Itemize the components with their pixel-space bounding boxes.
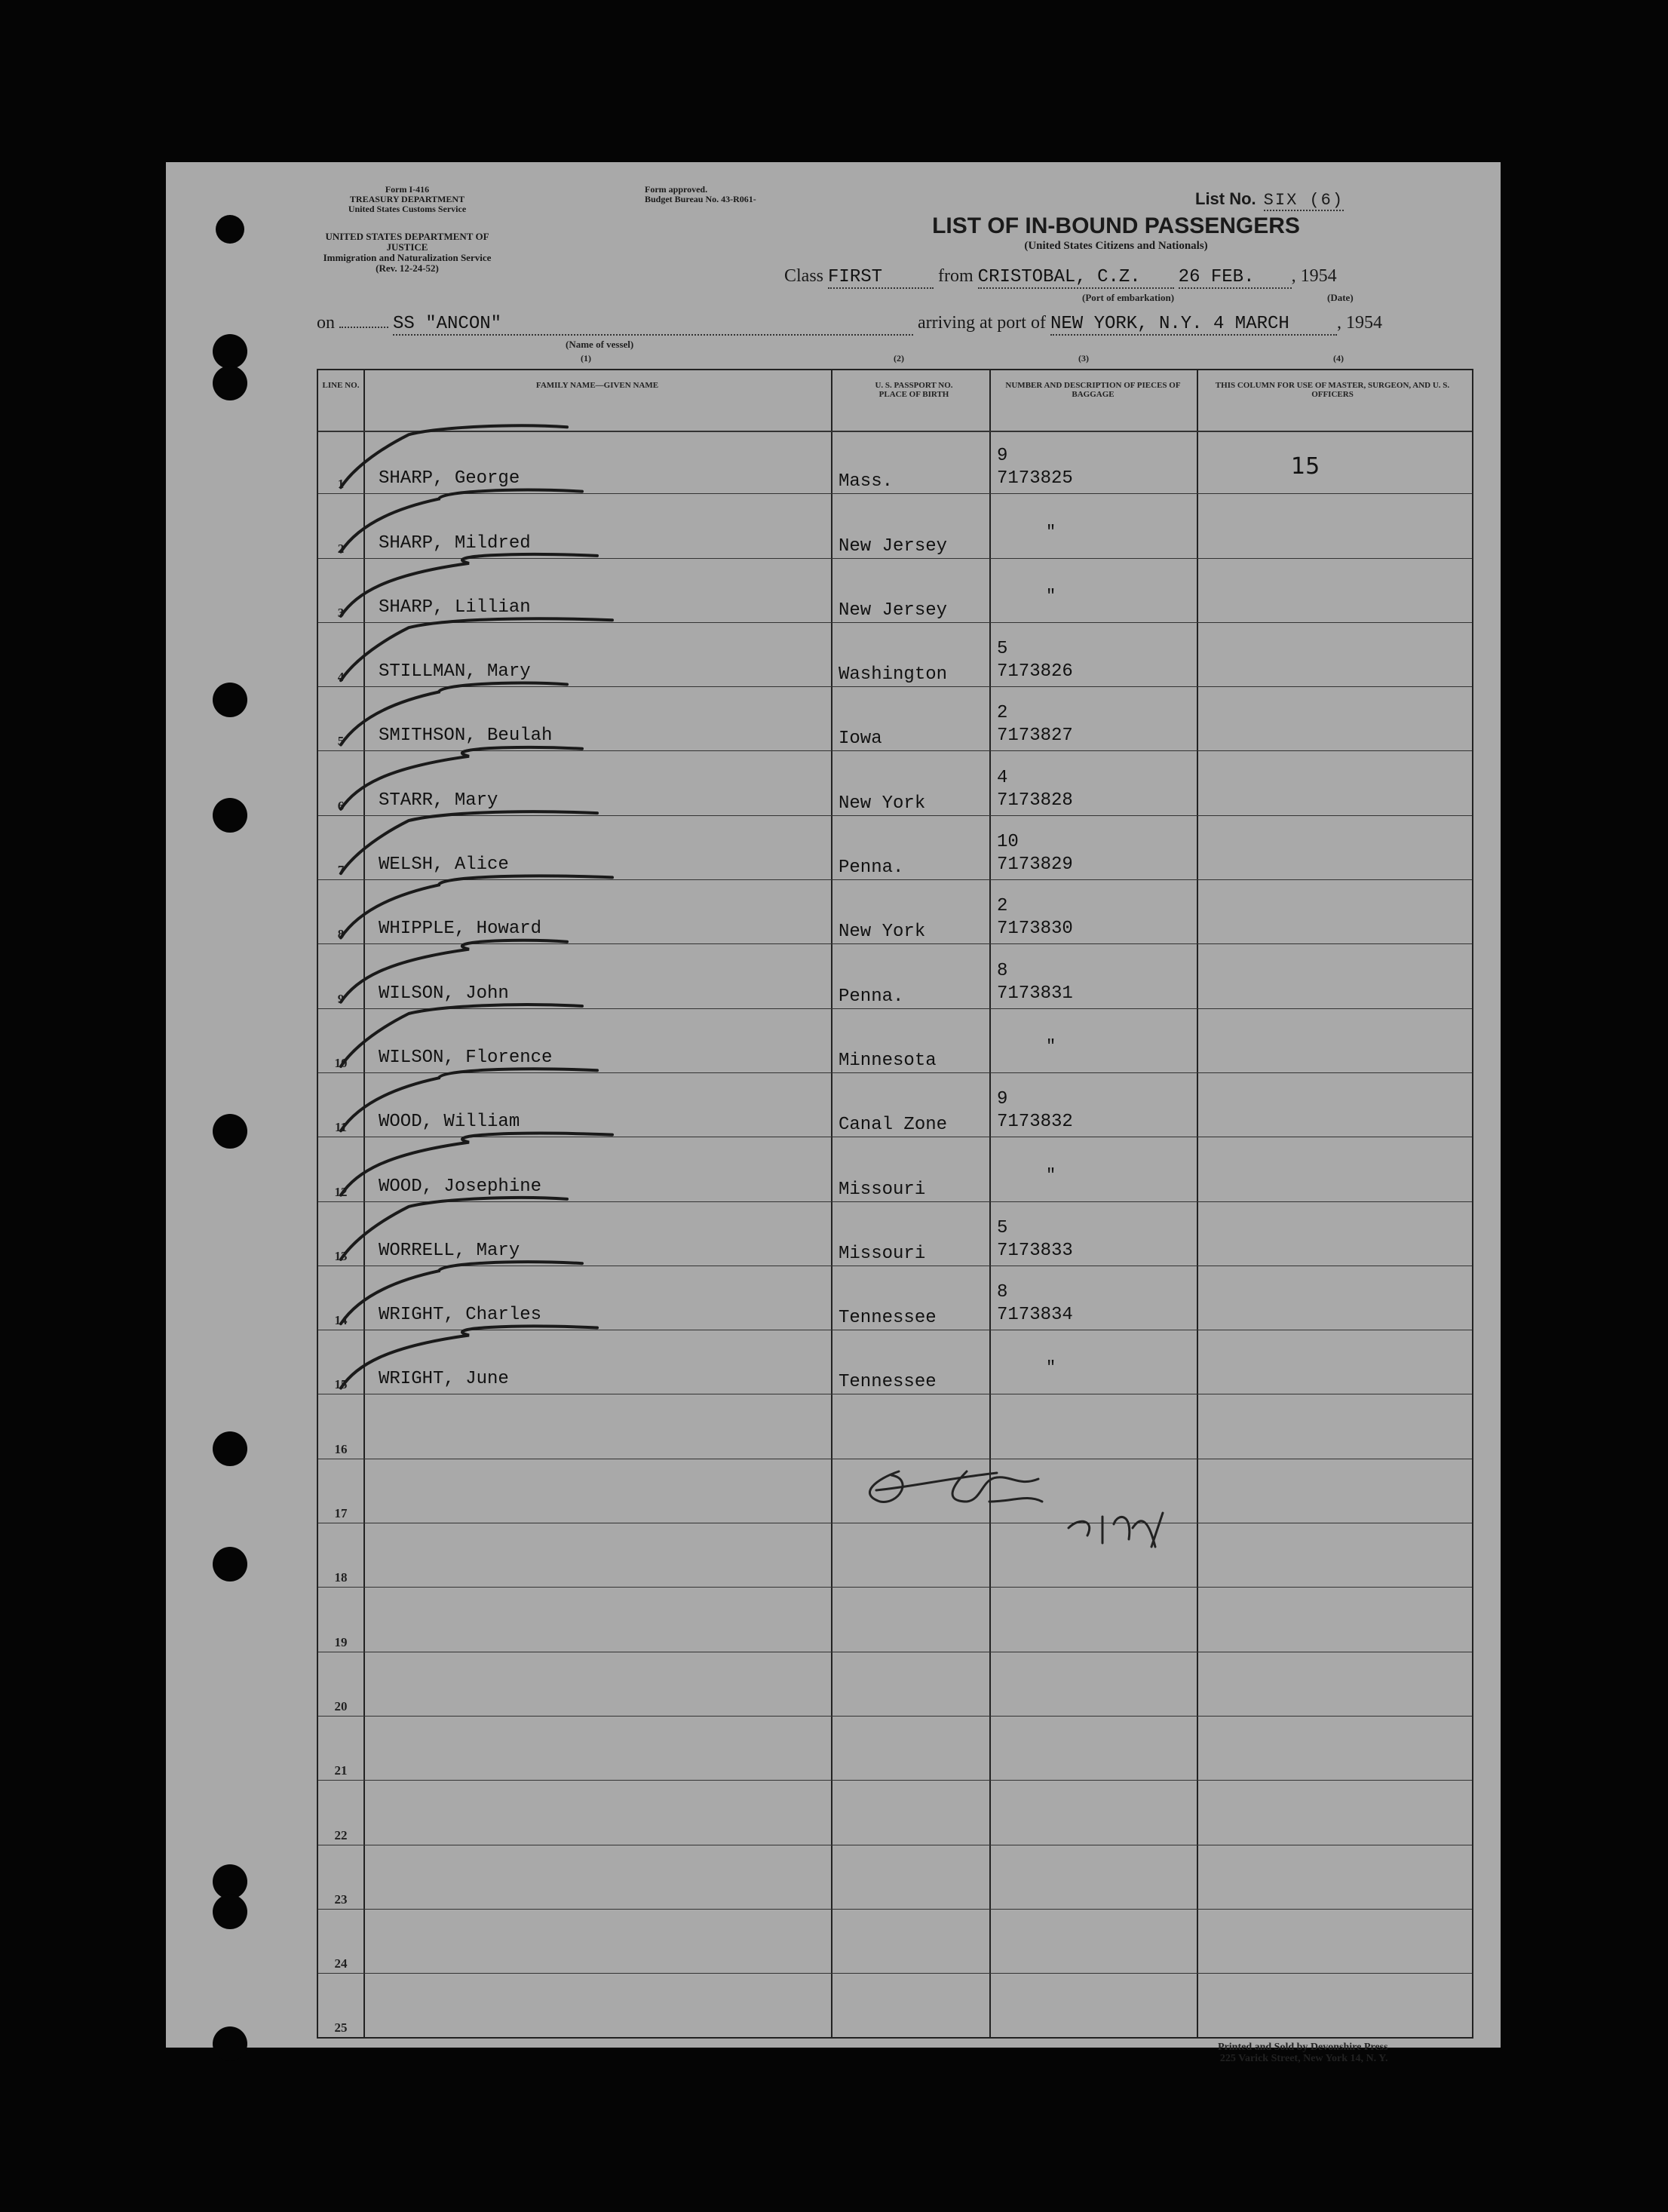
punch-hole: [213, 366, 247, 400]
place-of-birth: Tennessee: [839, 1372, 937, 1393]
customs-service: United States Customs Service: [348, 204, 467, 214]
class-line: [784, 266, 1337, 289]
baggage-count: 8: [997, 1282, 1008, 1303]
place-of-birth: Missouri: [839, 1243, 926, 1264]
date-caption: (Date): [1327, 292, 1354, 303]
place-of-birth: Iowa: [839, 729, 882, 750]
vessel-value: SS "ANCON": [393, 314, 913, 336]
place-of-birth: Missouri: [839, 1179, 926, 1200]
check-mark: [341, 1005, 582, 1066]
passenger-name: WORRELL, Mary: [379, 1240, 520, 1261]
check-mark: [341, 618, 612, 683]
header-name: FAMILY NAME—GIVEN NAME: [535, 381, 659, 390]
baggage-number: 7173831: [997, 983, 1073, 1004]
place-of-birth: New Jersey: [839, 600, 948, 621]
baggage-count: 8: [997, 960, 1008, 981]
line-number: 8: [337, 927, 345, 942]
passenger-name: SHARP, George: [379, 468, 520, 489]
passenger-name: SMITHSON, Beulah: [379, 726, 553, 747]
column-number-4: (4): [1333, 353, 1344, 364]
line-number: 6: [337, 798, 345, 813]
check-mark: [341, 1198, 567, 1259]
line-number: 24: [334, 1956, 348, 1971]
baggage-number: 7173832: [997, 1112, 1073, 1133]
line-number: 19: [334, 1634, 348, 1649]
column-number-2: (2): [894, 353, 904, 364]
ditto-mark: ": [1046, 522, 1056, 541]
passenger-name: WELSH, Alice: [379, 854, 509, 876]
baggage-number: 7173834: [997, 1305, 1073, 1326]
year-prefix: , 19: [1291, 266, 1319, 286]
punch-hole: [213, 683, 247, 717]
class-label: Class: [784, 266, 824, 286]
line-number: 21: [334, 1763, 348, 1778]
immigration-service: Immigration and Naturalization Service: [323, 252, 492, 263]
baggage-count: 5: [997, 639, 1008, 660]
officer-signature: [869, 1471, 1163, 1547]
check-mark: [341, 425, 567, 487]
page-title: LIST OF IN-BOUND PASSENGERS: [932, 213, 1300, 238]
ditto-mark: ": [1046, 1036, 1056, 1056]
line-number: 25: [334, 2020, 348, 2036]
baggage-count: 2: [997, 703, 1008, 724]
ditto-mark: ": [1046, 1165, 1056, 1185]
punch-hole: [213, 1431, 247, 1466]
form-approved-block: [645, 185, 756, 204]
manifest-page: [166, 162, 1501, 2064]
baggage-count: 4: [997, 767, 1008, 788]
header-passport: U. S. PASSPORT NO. PLACE OF BIRTH: [875, 381, 953, 399]
list-number-label: List No.: [1195, 189, 1256, 208]
line-number: 9: [337, 991, 345, 1006]
punch-hole: [213, 798, 247, 833]
line-number: 1: [337, 477, 345, 492]
page-subtitle: (United States Citizens and Nationals): [1024, 240, 1208, 252]
arrive-year-suffix: 54: [1363, 313, 1382, 333]
ditto-mark: ": [1046, 586, 1056, 606]
check-mark: [341, 876, 612, 940]
year-suffix: 54: [1318, 266, 1337, 286]
passenger-name: WRIGHT, Charles: [379, 1305, 542, 1326]
check-mark: [341, 683, 567, 745]
baggage-number: 7173830: [997, 919, 1073, 940]
check-mark: [341, 747, 582, 809]
line-number: 2: [337, 541, 345, 556]
handwriting-overlay: [318, 370, 1472, 2037]
line-number: 4: [337, 670, 345, 685]
baggage-number: 7173827: [997, 726, 1073, 747]
punch-hole: [213, 1894, 247, 1929]
check-mark: [341, 554, 597, 616]
place-of-birth: Tennessee: [839, 1308, 937, 1329]
check-mark: [341, 1262, 582, 1324]
punch-hole: [213, 334, 247, 369]
class-value: FIRST: [828, 267, 934, 289]
punch-hole: [213, 2026, 247, 2061]
arrival-port-value: NEW YORK, N.Y. 4 MARCH: [1050, 314, 1337, 336]
embark-caption: (Port of embarkation): [1082, 292, 1175, 303]
passenger-name: STARR, Mary: [379, 790, 498, 811]
passenger-name: WHIPPLE, Howard: [379, 919, 542, 940]
check-mark: [341, 1069, 597, 1131]
header-officers: THIS COLUMN FOR USE OF MASTER, SURGEON, AND U. S. OFFICERS: [1215, 381, 1450, 399]
check-mark: [341, 1327, 597, 1388]
baggage-number: 7173833: [997, 1240, 1073, 1261]
line-number: 18: [334, 1570, 348, 1585]
column-number-3: (3): [1078, 353, 1089, 364]
arrive-year-prefix: , 19: [1336, 313, 1364, 333]
passenger-name: WILSON, Florence: [379, 1047, 553, 1068]
line-number: 12: [334, 1184, 348, 1199]
baggage-count: 10: [997, 832, 1019, 853]
line-number: 20: [334, 1698, 348, 1713]
on-label: on: [317, 313, 335, 333]
line-number: 22: [334, 1827, 348, 1842]
form-number: Form I-416: [385, 184, 430, 195]
form-approved: Form approved.: [645, 184, 708, 195]
place-of-birth: Minnesota: [839, 1050, 937, 1071]
check-mark: [341, 811, 597, 876]
officer-note: 15: [1291, 453, 1320, 480]
passenger-name: WILSON, John: [379, 983, 509, 1004]
from-label: from: [938, 266, 974, 286]
revision-date: (Rev. 12-24-52): [376, 262, 439, 274]
header-baggage: NUMBER AND DESCRIPTION OF PIECES OF BAGGAGE: [1005, 381, 1181, 399]
punch-hole: [213, 1547, 247, 1582]
list-number: [1195, 189, 1344, 211]
line-number: 5: [337, 734, 345, 749]
header-line-no: LINE NO.: [322, 381, 360, 390]
baggage-number: 7173825: [997, 468, 1073, 489]
check-mark: [341, 1134, 612, 1195]
vessel-caption: (Name of vessel): [566, 339, 634, 350]
form-number-block: [309, 185, 505, 214]
check-mark: [341, 490, 582, 552]
line-number: 15: [334, 1377, 348, 1392]
line-number: 11: [334, 1120, 348, 1135]
line-number: 17: [334, 1506, 348, 1521]
printer-address: 225 Varick Street, New York 14, N. Y.: [1219, 2053, 1388, 2064]
line-number: 23: [334, 1891, 348, 1907]
passenger-name: WOOD, William: [379, 1112, 520, 1133]
line-number: 7: [337, 863, 345, 878]
list-number-value: SIX (6): [1263, 191, 1345, 210]
embark-port-value: CRISTOBAL, C.Z.: [978, 267, 1174, 289]
department-block: [309, 232, 505, 274]
check-mark: [341, 940, 567, 1002]
place-of-birth: Mass.: [839, 471, 894, 492]
ditto-mark: ": [1046, 1358, 1056, 1378]
line-number: 3: [337, 605, 345, 620]
printer-name: Printed and Sold by Devonshire Press: [1218, 2042, 1388, 2053]
passenger-name: STILLMAN, Mary: [379, 661, 531, 683]
place-of-birth: Washington: [839, 664, 948, 686]
baggage-number: 7173829: [997, 854, 1073, 876]
embark-date-value: 26 FEB.: [1179, 267, 1292, 289]
punch-hole: [213, 1114, 247, 1149]
place-of-birth: Penna.: [839, 857, 904, 879]
line-number: 14: [334, 1313, 348, 1328]
baggage-number: 7173828: [997, 790, 1073, 811]
baggage-count: 9: [997, 446, 1008, 467]
passenger-name: WRIGHT, June: [379, 1369, 509, 1390]
place-of-birth: Penna.: [839, 986, 904, 1007]
passenger-name: SHARP, Mildred: [379, 532, 531, 554]
line-number: 10: [334, 1055, 348, 1070]
baggage-number: 7173826: [997, 661, 1073, 683]
place-of-birth: New Jersey: [839, 535, 948, 557]
treasury-department: TREASURY DEPARTMENT: [349, 194, 465, 204]
baggage-count: 5: [997, 1217, 1008, 1238]
punch-hole: [216, 215, 244, 244]
line-number: 16: [334, 1441, 348, 1456]
passenger-name: WOOD, Josephine: [379, 1176, 542, 1197]
baggage-count: 2: [997, 896, 1008, 917]
vessel-line: [317, 313, 1382, 336]
line-number: 13: [334, 1248, 348, 1263]
arriving-label: arriving at port of: [918, 313, 1046, 333]
place-of-birth: New York: [839, 793, 926, 814]
place-of-birth: New York: [839, 922, 926, 943]
passenger-name: SHARP, Lillian: [379, 597, 531, 618]
place-of-birth: Canal Zone: [839, 1115, 948, 1136]
baggage-count: 9: [997, 1089, 1008, 1110]
passenger-table: [317, 369, 1473, 2039]
column-number-1: (1): [581, 353, 591, 364]
printer-imprint: [1218, 2042, 1387, 2064]
budget-bureau-number: Budget Bureau No. 43-R061-: [645, 194, 756, 204]
department-of-justice: UNITED STATES DEPARTMENT OF JUSTICE: [325, 231, 489, 253]
